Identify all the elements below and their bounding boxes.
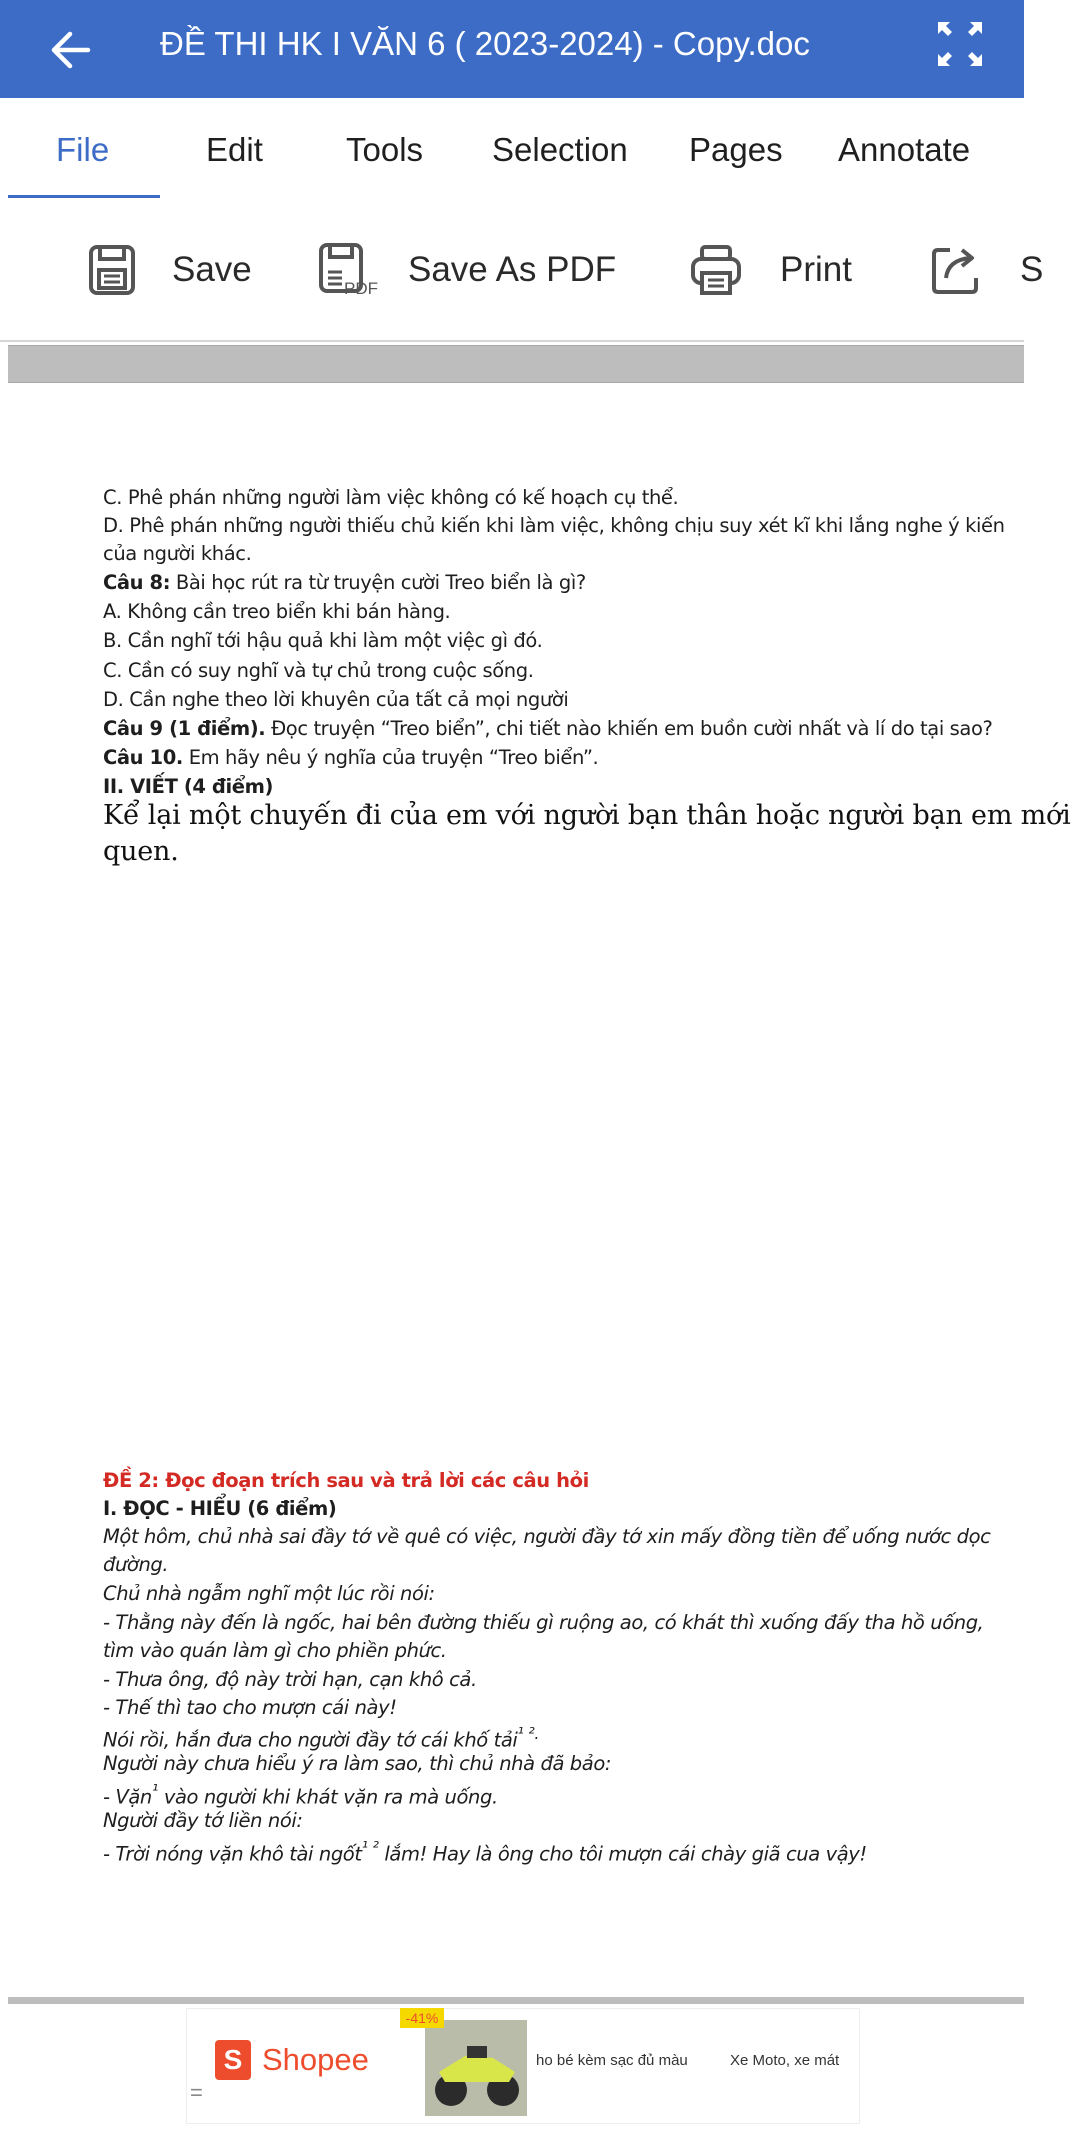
document-title: ĐỀ THI HK I VĂN 6 ( 2023-2024) - Copy.doc: [160, 25, 810, 62]
tab-pages[interactable]: Pages: [689, 131, 783, 168]
question-text: Đọc truyện “Treo biển”, chi tiết nào khiến em buồn cười nhất và lí do tại sao?: [265, 717, 993, 740]
doc-line: [103, 571, 586, 594]
product-image-icon: [425, 2020, 527, 2116]
title-bar: [0, 0, 1024, 98]
line-text: vào người khi khát vặn ra mà uống.: [158, 1785, 498, 1809]
tab-selection[interactable]: Selection: [492, 131, 628, 168]
footnote-mark: ¹ ².: [517, 1724, 540, 1743]
save-icon: [88, 244, 136, 296]
doc-line: đường.: [103, 1553, 169, 1576]
footnote-mark: ¹ ²: [361, 1838, 379, 1857]
question-label: Câu 10.: [103, 746, 183, 769]
line-text: - Vặn: [103, 1785, 152, 1809]
fullscreen-icon: [934, 18, 986, 70]
ad-product-image[interactable]: [425, 2020, 527, 2116]
menu-bar: [0, 98, 1024, 202]
shopee-bag-icon: S: [215, 2040, 251, 2080]
footnote-mark: ¹: [151, 1781, 159, 1800]
doc-line: Người đầy tớ liền nói:: [103, 1809, 303, 1832]
section-heading: ĐỀ 2: Đọc đoạn trích sau và trả lời các câu hỏi: [103, 1469, 589, 1492]
doc-line: Một hôm, chủ nhà sai đầy tớ về quê có việc, người đầy tớ xin mấy đồng tiền để uống nước dọc: [103, 1525, 991, 1548]
doc-line: Kể lại một chuyến đi của em với người bạn thân hoặc người bạn em mới: [103, 800, 1071, 831]
tab-edit[interactable]: Edit: [206, 131, 263, 168]
doc-line: - Thằng này đến là ngốc, hai bên đường thiếu gì ruộng ao, có khát thì xuống đấy tha hồ uống,: [103, 1611, 984, 1634]
doc-line: [103, 717, 992, 740]
tab-file[interactable]: File: [56, 131, 110, 168]
tab-tools[interactable]: Tools: [346, 131, 424, 168]
doc-line: B. Cần nghĩ tới hậu quả khi làm một việc gì đó.: [103, 629, 543, 652]
pdf-badge: PDF: [344, 279, 378, 298]
doc-line: D. Phê phán những người thiếu chủ kiến khi làm việc, không chịu suy xét kĩ khi lắng nghe ý kiến: [103, 514, 1005, 537]
toolbar: [0, 202, 1044, 342]
section-heading: II. VIẾT (4 điểm): [103, 775, 274, 798]
ad-product-title[interactable]: ho bé kèm sạc đủ màu: [536, 2052, 688, 2069]
question-label: Câu 9 (1 điểm).: [103, 717, 266, 740]
save-label: Save: [172, 250, 252, 289]
save-as-pdf-button[interactable]: [318, 240, 616, 300]
doc-line: C. Phê phán những người làm việc không có kế hoạch cụ thể.: [103, 486, 679, 509]
doc-line: D. Cần nghe theo lời khuyên của tất cả mọi người: [103, 688, 569, 711]
question-text: Bài học rút ra từ truyện cười Treo biển là gì?: [170, 571, 586, 594]
question-text: Em hãy nêu ý nghĩa của truyện “Treo biển”.: [182, 746, 599, 769]
discount-badge: -41%: [400, 2008, 444, 2028]
save-button[interactable]: [88, 240, 252, 300]
doc-line: [103, 1781, 498, 1809]
doc-line: A. Không cần treo biển khi bán hàng.: [103, 600, 451, 623]
share-label: S: [1020, 250, 1044, 289]
doc-line: tìm vào quán làm gì cho phiền phức.: [103, 1639, 447, 1662]
doc-line: [103, 746, 598, 769]
arrow-left-icon: [48, 30, 92, 70]
line-text: - Trời nóng vặn khô tài ngốt: [103, 1842, 362, 1866]
save-pdf-icon: [318, 242, 388, 298]
printer-icon: [690, 244, 742, 296]
question-label: Câu 8:: [103, 571, 171, 594]
doc-line: của người khác.: [103, 542, 252, 565]
save-as-pdf-label: Save As PDF: [408, 250, 617, 289]
ad-product-title[interactable]: Xe Moto, xe mát: [730, 2052, 840, 2069]
section-heading: I. ĐỌC - HIỂU (6 điểm): [103, 1497, 337, 1520]
doc-line: C. Cần có suy nghĩ và tự chủ trong cuộc sống.: [103, 659, 534, 682]
doc-line: quen.: [103, 836, 179, 867]
page-gap-bottom: [8, 1997, 1024, 2004]
ad-brand[interactable]: Shopee: [262, 2042, 369, 2077]
active-tab-indicator: [8, 195, 160, 198]
doc-line: Người này chưa hiểu ý ra làm sao, thì chủ nhà đã bảo:: [103, 1752, 612, 1775]
doc-line: Chủ nhà ngẫm nghĩ một lúc rồi nói:: [103, 1582, 435, 1605]
doc-line: [103, 1838, 867, 1866]
back-button[interactable]: [44, 24, 96, 76]
doc-line: [103, 1724, 539, 1752]
print-button[interactable]: [690, 240, 852, 300]
ad-menu-icon[interactable]: =: [190, 2080, 203, 2105]
line-text: lắm! Hay là ông cho tôi mượn cái chày giã cua vậy!: [378, 1842, 867, 1866]
share-icon: [930, 244, 982, 296]
doc-line: - Thưa ông, độ này trời hạn, cạn khô cả.: [103, 1668, 477, 1691]
share-button[interactable]: [930, 240, 1043, 300]
line-text: Nói rồi, hắn đưa cho người đầy tớ cái khố tải: [103, 1728, 518, 1752]
print-label: Print: [780, 250, 852, 289]
fullscreen-button[interactable]: [934, 18, 986, 70]
page-gap: [8, 345, 1024, 383]
document-page[interactable]: [8, 384, 1071, 2004]
tab-annotate[interactable]: Annotate: [838, 131, 971, 168]
doc-line: - Thế thì tao cho mượn cái này!: [103, 1696, 397, 1719]
